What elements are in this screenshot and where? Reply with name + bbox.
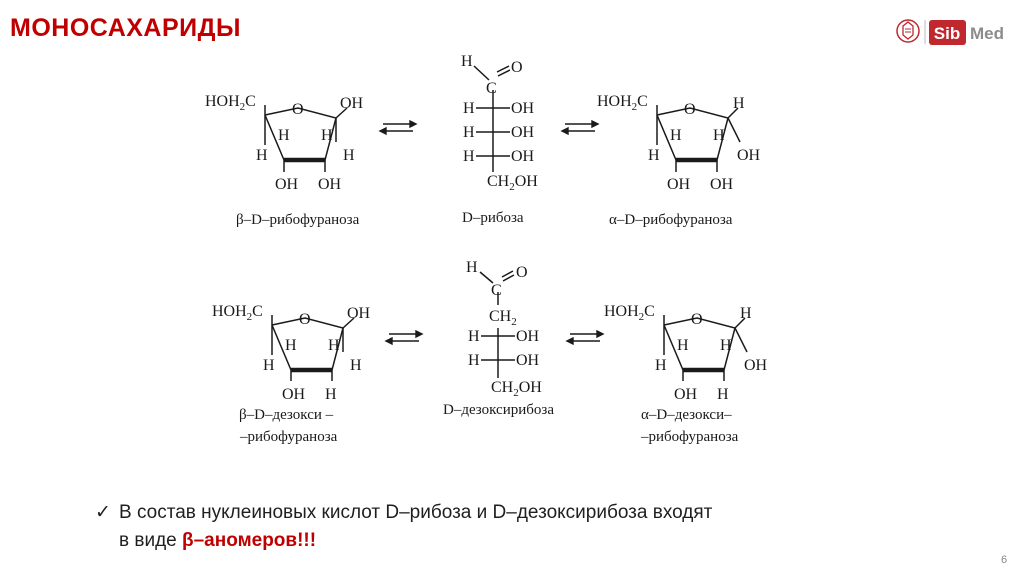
- svg-text:H: H: [463, 124, 475, 141]
- svg-text:OH: OH: [511, 124, 535, 141]
- svg-text:OH: OH: [667, 176, 691, 193]
- svg-text:H: H: [468, 352, 480, 369]
- svg-text:C: C: [486, 80, 497, 97]
- note-line-2: [119, 527, 316, 555]
- svg-text:H: H: [285, 337, 297, 354]
- svg-text:OH: OH: [275, 176, 299, 193]
- svg-text:OH: OH: [674, 386, 698, 403]
- svg-text:H: H: [278, 127, 290, 144]
- svg-text:H: H: [720, 337, 732, 354]
- svg-text:HOH2C: $HOH_2C$: [205, 93, 256, 113]
- equilibrium-arrow-3: [386, 331, 422, 344]
- note-line-1: В состав нуклеиновых кислот D–рибоза и D–дезоксирибоза входят: [119, 502, 713, 523]
- caption-alpha-d-deoxy-line1: α–D–дезокси–: [641, 407, 732, 423]
- svg-text:O: O: [516, 264, 528, 281]
- svg-text:OH: OH: [318, 176, 342, 193]
- equilibrium-arrow-4: [567, 331, 603, 344]
- caption-beta-d-deoxy-line1: β–D–дезокси –: [239, 407, 334, 423]
- caption-d-ribose: D–рибоза: [462, 210, 524, 226]
- svg-text:H: H: [713, 127, 725, 144]
- svg-text:H: H: [677, 337, 689, 354]
- svg-text:H: H: [328, 337, 340, 354]
- svg-text:H: H: [263, 357, 275, 374]
- svg-text:OH: OH: [737, 147, 761, 164]
- checkmark-icon: ✓: [95, 502, 111, 523]
- svg-text:H: H: [461, 53, 473, 70]
- svg-text:OH: OH: [710, 176, 734, 193]
- svg-text:CH2OH: $CH_2OH$: [487, 173, 538, 193]
- svg-text:H: H: [321, 127, 333, 144]
- caption-alpha-d-deoxy-line2: –рибофураноза: [641, 429, 739, 445]
- svg-text:O: O: [511, 59, 523, 76]
- svg-text:H: H: [670, 127, 682, 144]
- svg-text:OH: OH: [511, 100, 535, 117]
- svg-text:H: H: [655, 357, 667, 374]
- svg-text:C: C: [491, 282, 502, 299]
- svg-text:HOH2C: $HOH_2C$: [212, 303, 263, 323]
- svg-text:OH: OH: [516, 328, 540, 345]
- svg-text:H: H: [325, 386, 337, 403]
- svg-text:OH: OH: [340, 95, 364, 112]
- svg-text:H: H: [463, 100, 475, 117]
- svg-text:H: H: [350, 357, 362, 374]
- equilibrium-arrow-1: [380, 121, 416, 134]
- svg-text:H: H: [740, 305, 752, 322]
- svg-text:OH: OH: [347, 305, 371, 322]
- svg-text:OH: OH: [511, 148, 535, 165]
- logo-sib-text: Sib: [933, 24, 961, 43]
- note-accent: β–аномеров!!!: [182, 530, 317, 551]
- svg-text:O: O: [684, 101, 696, 118]
- svg-text:H: H: [343, 147, 355, 164]
- svg-text:HOH2C: $HOH_2C$: [597, 93, 648, 113]
- svg-text:H: H: [717, 386, 729, 403]
- svg-text:H: H: [648, 147, 660, 164]
- caption-beta-d-ribofuranose: β–D–рибофураноза: [236, 212, 360, 228]
- svg-text:O: O: [691, 311, 703, 328]
- svg-text:H: H: [463, 148, 475, 165]
- svg-text:H: H: [468, 328, 480, 345]
- page-number: 6: [1001, 554, 1008, 566]
- equilibrium-arrow-2: [562, 121, 598, 134]
- svg-text:H: H: [256, 147, 268, 164]
- caption-alpha-d-ribofuranose: α–D–рибофураноза: [609, 212, 733, 228]
- svg-text:CH2: $CH_2$: [489, 308, 517, 328]
- svg-text:OH: OH: [516, 352, 540, 369]
- svg-text:CH2OH: $CH_2OH$: [491, 379, 542, 399]
- svg-text:HOH2C: $HOH_2C$: [604, 303, 655, 323]
- svg-text:OH: OH: [282, 386, 306, 403]
- slide-title: МОНОСАХАРИДЫ: [10, 14, 241, 42]
- atom-labels: [205, 53, 768, 445]
- svg-text:H: H: [733, 95, 745, 112]
- svg-text:OH: OH: [744, 357, 768, 374]
- svg-text:O: O: [292, 101, 304, 118]
- caption-beta-d-deoxy-line2: –рибофураноза: [240, 429, 338, 445]
- svg-text:H: H: [466, 259, 478, 276]
- logo-med-text: Med: [970, 24, 1004, 43]
- note-line-2-plain: в виде: [119, 530, 183, 551]
- svg-text:O: O: [299, 311, 311, 328]
- caption-d-deoxyribose: D–дезоксирибоза: [443, 402, 554, 418]
